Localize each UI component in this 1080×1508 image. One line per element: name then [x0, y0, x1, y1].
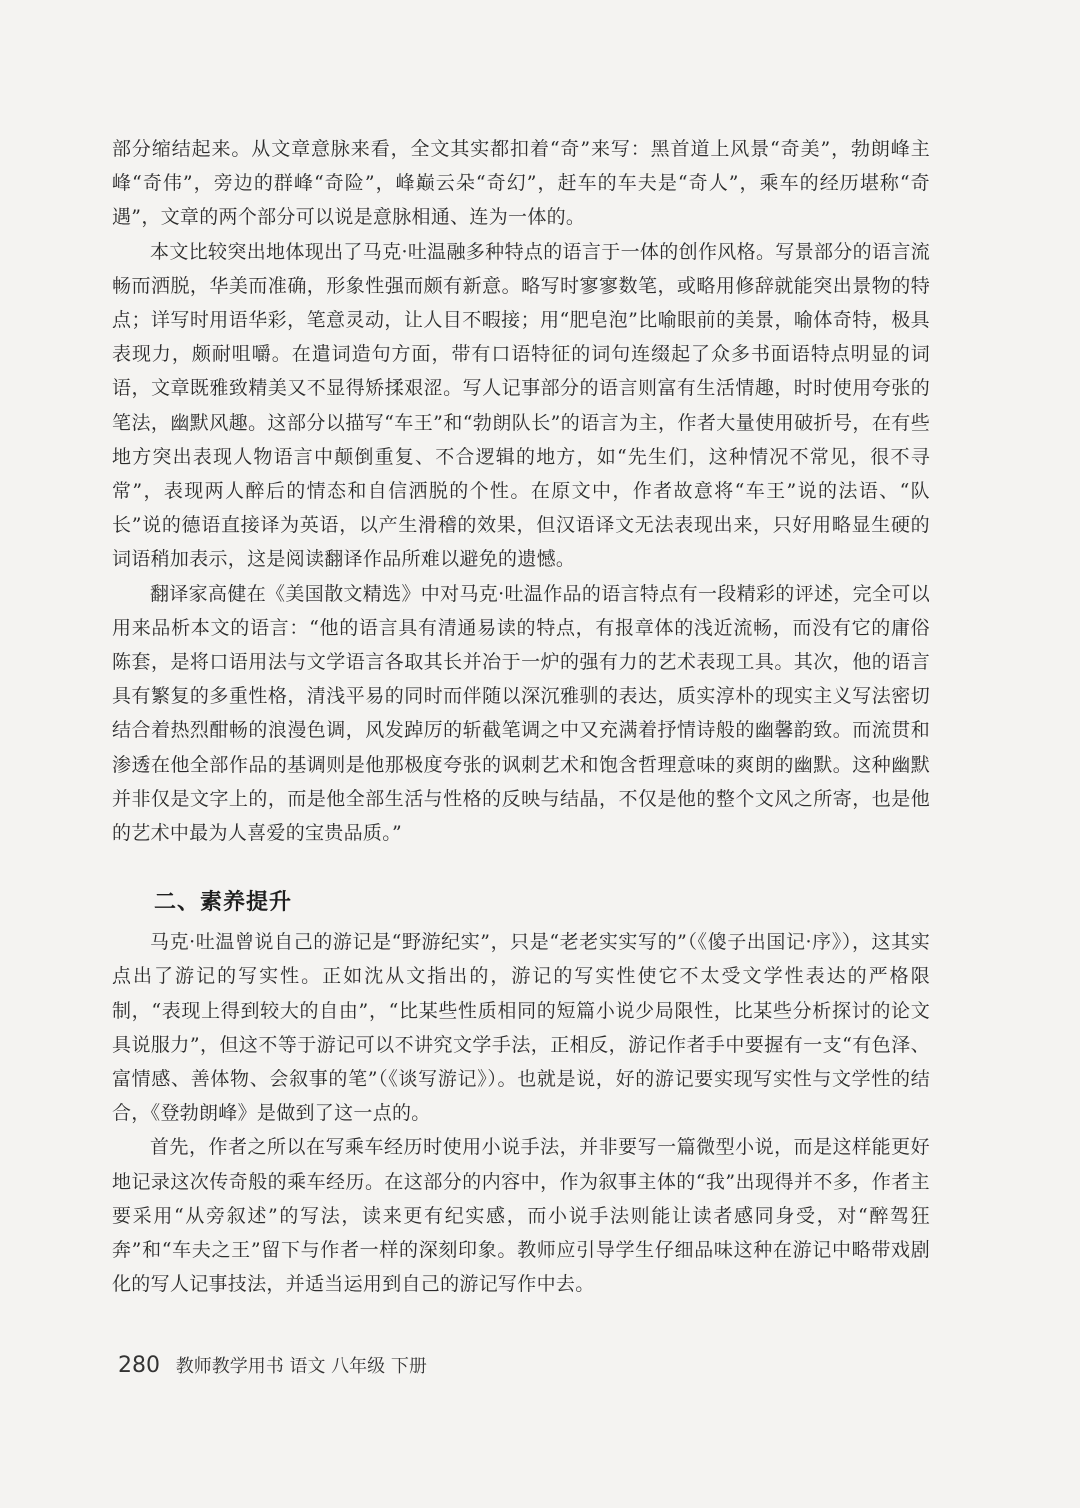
paragraph: 部分缩结起来。从文章意脉来看，全文其实都扣着“奇”来写：黑首道上风景“奇美”，勃朗峰主峰“奇伟”，旁边的群峰“奇险”，峰巅云朵“奇幻”，赶车的车夫是“奇人”，乘车的经历堪称“奇遇”，文章的两个部分可以说是意脉相通、连为一体的。	[112, 138, 930, 229]
section-heading: 二、素养提升	[154, 890, 293, 916]
page-body	[112, 132, 930, 1302]
page-number: 280	[118, 1353, 160, 1378]
paragraph: 翻译家高健在《美国散文精选》中对马克·吐温作品的语言特点有一段精彩的评述，完全可以用来品析本文的语言：“他的语言具有清通易读的特点，有报章体的浅近流畅，而没有它的庸俗陈套，是将口语用法与文学语言各取其长并冶于一炉的强有力的艺术表现工具。其次，他的语言具有繁复的多重性格，清浅平易的同时而伴随以深沉雅驯的表达，质实淳朴的现实主义写法密切结合着热烈酣畅的浪漫色调，风发踔厉的斩截笔调之中又充满着抒情诗般的幽馨韵致。而流贯和渗透在他全部作品的基调则是他那极度夸张的讽刺艺术和饱含哲理意味的爽朗的幽默。这种幽默并非仅是文字上的，而是他全部生活与性格的反映与结晶，不仅是他的整个文风之所寄，也是他的艺术中最为人喜爱的宝贵品质。”	[112, 582, 930, 845]
book-info: 教师教学用书 语文 八年级 下册	[175, 1356, 427, 1377]
paragraph: 本文比较突出地体现出了马克·吐温融多种特点的语言于一体的创作风格。写景部分的语言流畅而洒脱，华美而准确，形象性强而颇有新意。略写时寥寥数笔，或略用修辞就能突出景物的特点；详写时用语华彩，笔意灵动，让人目不暇接；用“肥皂泡”比喻眼前的美景，喻体奇特，极具表现力，颇耐咀嚼。在遣词造句方面，带有口语特征的词句连缀起了众多书面语特点明显的词语，文章既雅致精美又不显得矫揉艰涩。写人记事部分的语言则富有生活情趣，时时使用夸张的笔法，幽默风趣。这部分以描写“车王”和“勃朗队长”的语言为主，作者大量使用破折号，在有些地方突出表现人物语言中颠倒重复、不合逻辑的地方，如“先生们，这种情况不常见，很不寻常”，表现两人醉后的情态和自信洒脱的个性。在原文中，作者故意将“车王”说的法语、“队长”说的德语直接译为英语，以产生滑稽的效果，但汉语译文无法表现出来，只好用略显生硬的词语稍加表示，这是阅读翻译作品所难以避免的遗憾。	[112, 240, 930, 571]
page-footer	[118, 1352, 427, 1378]
paragraph: 马克·吐温曾说自己的游记是“野游纪实”，只是“老老实实写的”（《傻子出国记·序》），这其实点出了游记的写实性。正如沈从文指出的，游记的写实性使它不太受文学性表达的严格限制，“表现上得到较大的自由”，“比某些性质相同的短篇小说少局限性，比某些分析探讨的论文具说服力”，但这不等于游记可以不讲究文学手法，正相反，游记作者手中要握有一支“有色泽、富情感、善体物、会叙事的笔”（《谈写游记》）。也就是说，好的游记要实现写实性与文学性的结合，《登勃朗峰》是做到了这一点的。	[112, 931, 930, 1125]
section-gap	[112, 850, 930, 869]
paragraph: 首先，作者之所以在写乘车经历时使用小说手法，并非要写一篇微型小说，而是这样能更好地记录这次传奇般的乘车经历。在这部分的内容中，作为叙事主体的“我”出现得并不多，作者主要采用“从旁叙述”的写法，读来更有纪实感，而小说手法则能让读者感同身受，对“醉驾狂奔”和“车夫之王”留下与作者一样的深刻印象。教师应引导学生仔细品味这种在游记中略带戏剧化的写人记事技法，并适当运用到自己的游记写作中去。	[112, 1136, 930, 1296]
